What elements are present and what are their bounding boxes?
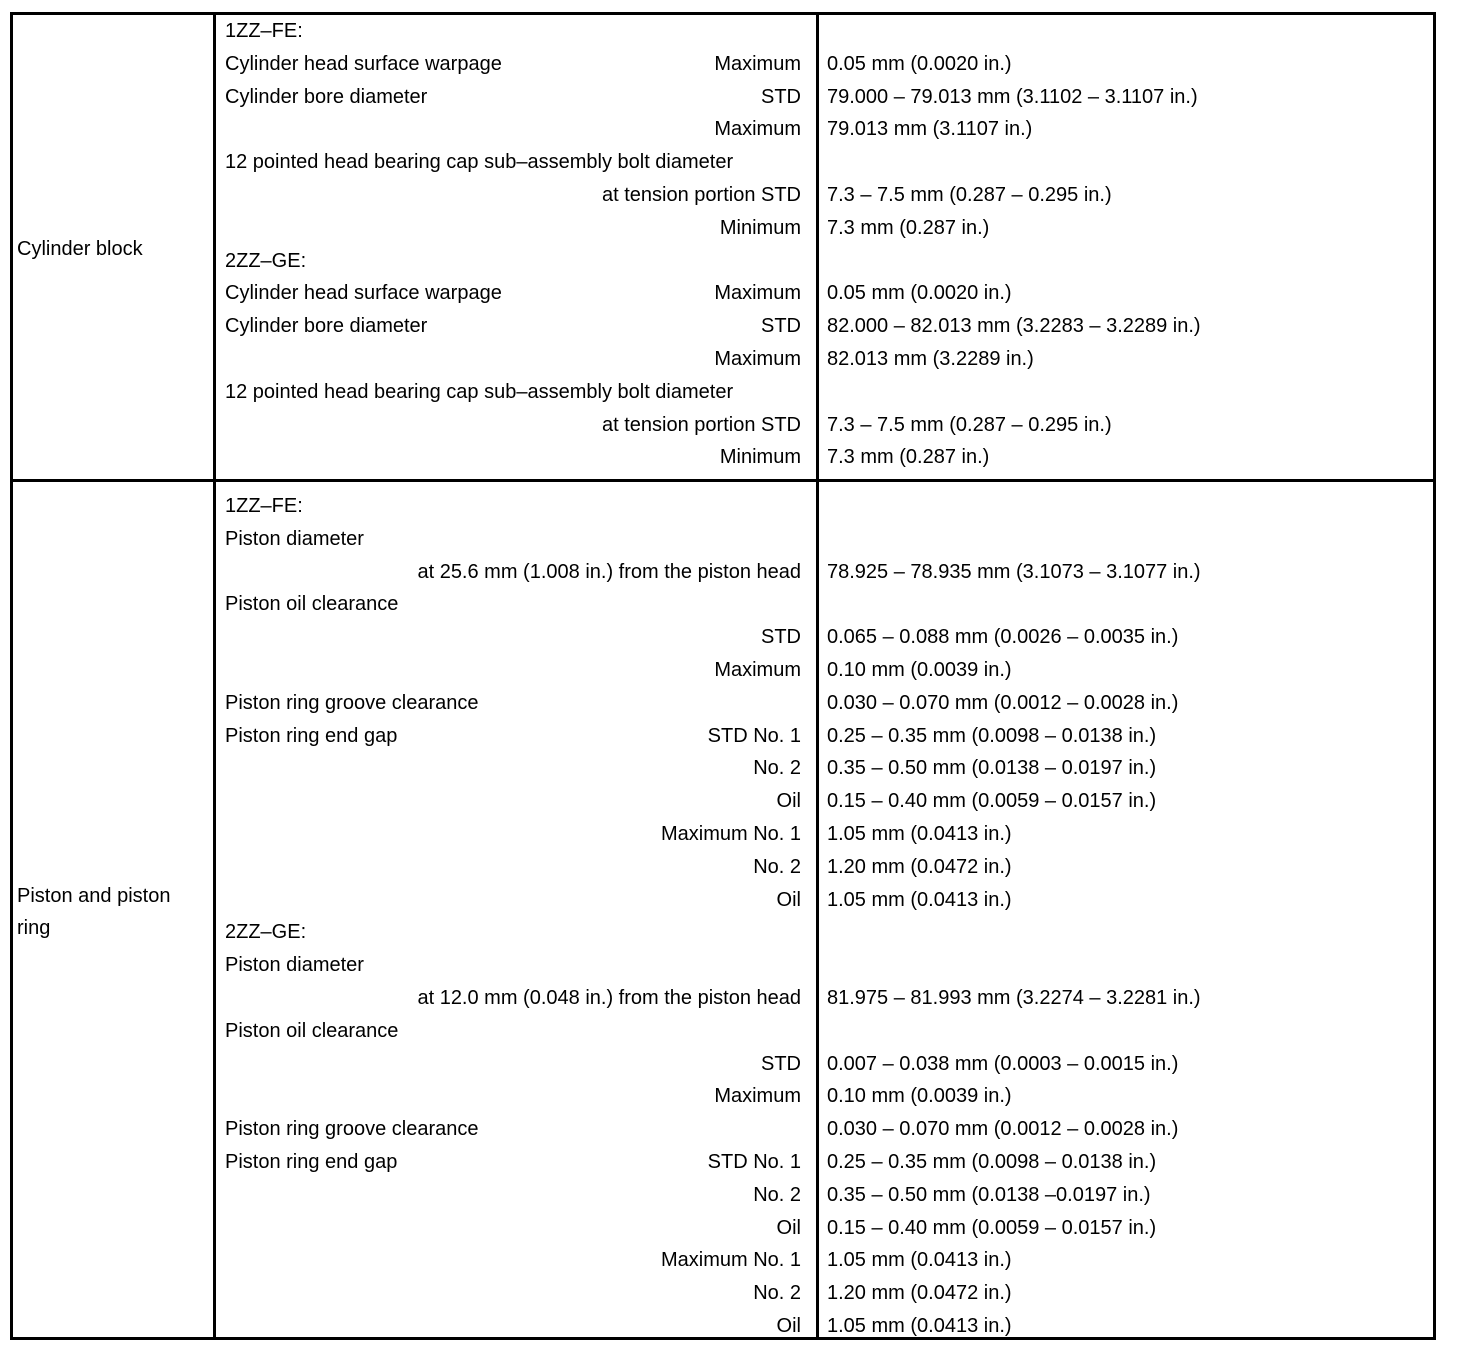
row-value: 1.20 mm (0.0472 in.) — [827, 855, 1012, 878]
row-cond: Oil — [776, 790, 801, 813]
row-item: 1ZZ–FE: — [225, 495, 303, 517]
row-value: 82.013 mm (3.2289 in.) — [827, 348, 1034, 370]
row-value: 0.15 – 0.40 mm (0.0059 – 0.0157 in.) — [827, 1216, 1157, 1239]
row-item: Cylinder bore diameter — [225, 85, 428, 108]
row-value: 0.030 – 0.070 mm (0.0012 – 0.0028 in.) — [827, 691, 1179, 714]
row-item: Piston diameter — [225, 527, 364, 550]
row-cond: No. 2 — [753, 1282, 801, 1305]
row-cond: Minimum — [719, 216, 801, 239]
row-item: 2ZZ–GE: — [225, 921, 307, 944]
row-value: 0.35 – 0.50 mm (0.0138 – 0.0197 in.) — [827, 757, 1157, 780]
row-value: 78.925 – 78.935 mm (3.1073 – 3.1077 in.) — [827, 560, 1201, 583]
row-item: 1ZZ–FE: — [225, 20, 303, 42]
row-cond: Maximum — [714, 282, 801, 305]
table-row — [13, 146, 1433, 178]
row-cond: STD No. 1 — [707, 724, 801, 747]
row-value: 0.007 – 0.038 mm (0.0003 – 0.0015 in.) — [827, 1052, 1179, 1075]
row-cond: STD — [761, 1052, 801, 1075]
row-cond: STD — [761, 315, 801, 338]
row-value: 0.10 mm (0.0039 in.) — [827, 659, 1012, 681]
row-value: 79.000 – 79.013 mm (3.1102 – 3.1107 in.) — [827, 85, 1198, 108]
table-row — [13, 1080, 1433, 1112]
row-item: Piston ring end gap — [225, 1151, 398, 1173]
row-cond: at tension portion STD — [602, 184, 801, 206]
table-row — [13, 851, 1433, 883]
row-item: 2ZZ–GE: — [225, 249, 307, 272]
table-row — [13, 752, 1433, 784]
row-item: Piston oil clearance — [225, 593, 399, 616]
table-row — [13, 212, 1433, 244]
table-row — [13, 15, 1433, 47]
row-value: 81.975 – 81.993 mm (3.2274 – 3.2281 in.) — [827, 987, 1201, 1009]
table-row — [13, 277, 1433, 309]
row-value: 0.35 – 0.50 mm (0.0138 –0.0197 in.) — [827, 1183, 1151, 1206]
row-item: 12 pointed head bearing cap sub–assembly bolt diameter — [225, 380, 734, 403]
row-value: 7.3 mm (0.287 in.) — [827, 216, 990, 239]
row-item: Piston ring groove clearance — [225, 691, 479, 714]
row-cond: Oil — [776, 888, 801, 911]
table-row — [13, 884, 1433, 916]
table-row — [13, 1179, 1433, 1211]
row-value: 1.05 mm (0.0413 in.) — [827, 1315, 1012, 1337]
row-cond: No. 2 — [753, 757, 801, 780]
table-row — [13, 1212, 1433, 1244]
section-label: Piston and piston ring — [17, 885, 171, 939]
row-cond: at 25.6 mm (1.008 in.) from the piston head — [417, 560, 801, 583]
table-row — [13, 621, 1433, 653]
row-cond: Maximum — [714, 348, 801, 370]
row-cond: at tension portion STD — [602, 413, 801, 436]
row-value: 7.3 – 7.5 mm (0.287 – 0.295 in.) — [827, 413, 1112, 436]
row-value: 0.25 – 0.35 mm (0.0098 – 0.0138 in.) — [827, 1151, 1157, 1173]
row-cond: Maximum — [714, 1085, 801, 1108]
row-item: Cylinder head surface warpage — [225, 52, 502, 75]
section-cylinder-block — [13, 15, 1433, 482]
table-row — [13, 48, 1433, 80]
table-row — [13, 818, 1433, 850]
table-row — [13, 1113, 1433, 1145]
row-cond: No. 2 — [753, 855, 801, 878]
table-row — [13, 81, 1433, 113]
row-item: Cylinder bore diameter — [225, 315, 428, 338]
row-cond: STD — [761, 626, 801, 649]
table-row — [13, 720, 1433, 752]
table-row — [13, 687, 1433, 719]
table-row — [13, 490, 1433, 522]
row-value: 0.25 – 0.35 mm (0.0098 – 0.0138 in.) — [827, 724, 1157, 747]
spec-table — [10, 12, 1436, 1340]
row-item: Piston diameter — [225, 954, 364, 977]
row-cond: at 12.0 mm (0.048 in.) from the piston head — [417, 987, 801, 1009]
section-label: Cylinder block — [17, 238, 143, 260]
row-item: Piston ring end gap — [225, 724, 398, 747]
row-cond: Oil — [776, 1216, 801, 1239]
table-row — [13, 343, 1433, 375]
row-item: Cylinder head surface warpage — [225, 282, 502, 305]
section-piston-and-piston-ring — [13, 482, 1433, 1337]
row-value: 0.05 mm (0.0020 in.) — [827, 282, 1012, 305]
row-value: 0.065 – 0.088 mm (0.0026 – 0.0035 in.) — [827, 626, 1179, 649]
table-row — [13, 1015, 1433, 1047]
row-cond: Maximum No. 1 — [660, 1249, 801, 1272]
row-cond: Oil — [776, 1315, 801, 1337]
row-cond: Maximum — [714, 52, 801, 75]
table-row — [13, 982, 1433, 1014]
row-value: 0.030 – 0.070 mm (0.0012 – 0.0028 in.) — [827, 1118, 1179, 1141]
row-item: Piston ring groove clearance — [225, 1118, 479, 1141]
table-row — [13, 588, 1433, 620]
table-row — [13, 654, 1433, 686]
row-cond: Maximum — [714, 118, 801, 141]
table-row — [13, 1146, 1433, 1178]
row-value: 1.05 mm (0.0413 in.) — [827, 1249, 1012, 1272]
table-row — [13, 245, 1433, 277]
table-row — [13, 376, 1433, 408]
row-value: 1.05 mm (0.0413 in.) — [827, 888, 1012, 911]
row-cond: STD No. 1 — [707, 1151, 801, 1173]
table-row — [13, 409, 1433, 441]
row-cond: Minimum — [719, 446, 801, 469]
table-row — [13, 1244, 1433, 1276]
row-value: 82.000 – 82.013 mm (3.2283 – 3.2289 in.) — [827, 315, 1201, 338]
row-value: 7.3 – 7.5 mm (0.287 – 0.295 in.) — [827, 184, 1112, 206]
table-row — [13, 1048, 1433, 1080]
row-value: 0.15 – 0.40 mm (0.0059 – 0.0157 in.) — [827, 790, 1157, 813]
table-row — [13, 556, 1433, 588]
row-value: 1.20 mm (0.0472 in.) — [827, 1282, 1012, 1305]
table-row — [13, 179, 1433, 211]
table-row — [13, 310, 1433, 342]
row-item: Piston oil clearance — [225, 1019, 399, 1042]
row-value: 0.10 mm (0.0039 in.) — [827, 1085, 1012, 1108]
table-row — [13, 949, 1433, 981]
row-item: 12 pointed head bearing cap sub–assembly bolt diameter — [225, 151, 734, 174]
row-cond: Maximum — [714, 659, 801, 681]
table-row — [13, 1277, 1433, 1309]
row-value: 79.013 mm (3.1107 in.) — [827, 118, 1033, 141]
table-row — [13, 916, 1433, 948]
table-row — [13, 523, 1433, 555]
row-value: 0.05 mm (0.0020 in.) — [827, 52, 1012, 75]
row-cond: STD — [761, 85, 801, 108]
table-row — [13, 785, 1433, 817]
table-row — [13, 1310, 1433, 1342]
table-row — [13, 441, 1433, 473]
row-value: 7.3 mm (0.287 in.) — [827, 446, 990, 469]
row-cond: No. 2 — [753, 1183, 801, 1206]
row-value: 1.05 mm (0.0413 in.) — [827, 823, 1012, 845]
row-cond: Maximum No. 1 — [660, 823, 801, 845]
table-row — [13, 113, 1433, 145]
